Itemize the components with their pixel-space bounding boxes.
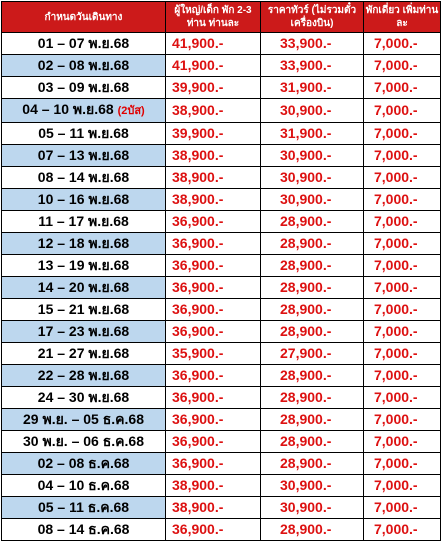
travel-date: 03 – 09 พ.ย.68 bbox=[37, 79, 130, 95]
travel-date-cell bbox=[2, 233, 166, 255]
land-price: 28,900.- bbox=[261, 277, 364, 299]
land-price: 28,900.- bbox=[261, 255, 364, 277]
single-supplement: 7,000.- bbox=[364, 277, 441, 299]
adult-price: 38,900.- bbox=[166, 145, 261, 167]
land-price: 30,900.- bbox=[261, 475, 364, 497]
travel-date-cell bbox=[2, 55, 166, 77]
land-price: 28,900.- bbox=[261, 233, 364, 255]
single-supplement: 7,000.- bbox=[364, 55, 441, 77]
table-row bbox=[2, 211, 441, 233]
travel-date-cell bbox=[2, 33, 166, 55]
table-row bbox=[2, 365, 441, 387]
adult-price: 36,900.- bbox=[166, 211, 261, 233]
travel-date-cell bbox=[2, 167, 166, 189]
travel-date: 05 – 11 พ.ย.68 bbox=[38, 125, 129, 141]
adult-price: 39,900.- bbox=[166, 77, 261, 99]
bus-note: (2บัส) bbox=[117, 105, 145, 117]
travel-date-cell bbox=[2, 409, 166, 431]
adult-price: 36,900.- bbox=[166, 431, 261, 453]
travel-date-cell bbox=[2, 321, 166, 343]
adult-price: 38,900.- bbox=[166, 167, 261, 189]
single-supplement: 7,000.- bbox=[364, 255, 441, 277]
table-row bbox=[2, 123, 441, 145]
travel-date-cell bbox=[2, 255, 166, 277]
table-row bbox=[2, 189, 441, 211]
land-price: 28,900.- bbox=[261, 321, 364, 343]
single-supplement: 7,000.- bbox=[364, 233, 441, 255]
header-row bbox=[2, 2, 441, 33]
travel-date-cell bbox=[2, 99, 166, 123]
price-rows bbox=[2, 33, 441, 541]
travel-date-cell bbox=[2, 431, 166, 453]
table-row bbox=[2, 167, 441, 189]
travel-date: 13 – 19 พ.ย.68 bbox=[37, 257, 130, 273]
single-supplement: 7,000.- bbox=[364, 189, 441, 211]
single-supplement: 7,000.- bbox=[364, 343, 441, 365]
table-row bbox=[2, 475, 441, 497]
travel-date-cell bbox=[2, 189, 166, 211]
adult-price: 36,900.- bbox=[166, 233, 261, 255]
travel-date: 24 – 30 พ.ย.68 bbox=[37, 389, 130, 405]
travel-date-cell bbox=[2, 211, 166, 233]
land-price: 31,900.- bbox=[261, 77, 364, 99]
header-single-supplement: พักเดี่ยว เพิ่มท่านละ bbox=[364, 2, 441, 33]
single-supplement: 7,000.- bbox=[364, 453, 441, 475]
travel-date: 02 – 08 ธ.ค.68 bbox=[37, 455, 130, 471]
travel-date-cell bbox=[2, 453, 166, 475]
single-supplement: 7,000.- bbox=[364, 77, 441, 99]
header-adult-price: ผู้ใหญ่/เด็ก พัก 2-3 ท่าน ท่านละ bbox=[166, 2, 261, 33]
travel-date: 11 – 17 พ.ย.68 bbox=[38, 213, 129, 229]
travel-date-cell bbox=[2, 299, 166, 321]
travel-date: 10 – 16 พ.ย.68 bbox=[37, 191, 130, 207]
single-supplement: 7,000.- bbox=[364, 145, 441, 167]
adult-price: 36,900.- bbox=[166, 365, 261, 387]
single-supplement: 7,000.- bbox=[364, 431, 441, 453]
price-table bbox=[1, 1, 441, 541]
table-row bbox=[2, 321, 441, 343]
single-supplement: 7,000.- bbox=[364, 99, 441, 123]
travel-date-cell bbox=[2, 365, 166, 387]
travel-date: 30 พ.ย. – 06 ธ.ค.68 bbox=[23, 433, 144, 449]
travel-date: 29 พ.ย. – 05 ธ.ค.68 bbox=[23, 411, 144, 427]
travel-date: 04 – 10 ธ.ค.68 bbox=[37, 477, 130, 493]
travel-date-cell bbox=[2, 343, 166, 365]
travel-date: 05 – 11 ธ.ค.68 bbox=[37, 499, 130, 515]
adult-price: 36,900.- bbox=[166, 277, 261, 299]
travel-date: 17 – 23 พ.ย.68 bbox=[37, 323, 130, 339]
table-row bbox=[2, 145, 441, 167]
travel-date-cell bbox=[2, 77, 166, 99]
land-price: 30,900.- bbox=[261, 99, 364, 123]
land-price: 28,900.- bbox=[261, 387, 364, 409]
single-supplement: 7,000.- bbox=[364, 387, 441, 409]
table-row bbox=[2, 497, 441, 519]
adult-price: 39,900.- bbox=[166, 123, 261, 145]
travel-date-cell bbox=[2, 519, 166, 541]
travel-date-cell bbox=[2, 145, 166, 167]
land-price: 28,900.- bbox=[261, 211, 364, 233]
table-row bbox=[2, 453, 441, 475]
land-price: 28,900.- bbox=[261, 453, 364, 475]
land-price: 33,900.- bbox=[261, 33, 364, 55]
adult-price: 36,900.- bbox=[166, 255, 261, 277]
table-row bbox=[2, 255, 441, 277]
land-price: 27,900.- bbox=[261, 343, 364, 365]
adult-price: 38,900.- bbox=[166, 497, 261, 519]
land-price: 30,900.- bbox=[261, 167, 364, 189]
travel-date: 15 – 21 พ.ย.68 bbox=[37, 301, 130, 317]
travel-date-cell bbox=[2, 497, 166, 519]
single-supplement: 7,000.- bbox=[364, 211, 441, 233]
table-row bbox=[2, 387, 441, 409]
land-price: 28,900.- bbox=[261, 365, 364, 387]
header-travel-date: กำหนดวันเดินทาง bbox=[2, 2, 166, 33]
adult-price: 36,900.- bbox=[166, 321, 261, 343]
travel-date: 04 – 10 พ.ย.68 bbox=[22, 101, 114, 117]
table-row bbox=[2, 519, 441, 541]
table-row bbox=[2, 409, 441, 431]
table-row bbox=[2, 55, 441, 77]
single-supplement: 7,000.- bbox=[364, 365, 441, 387]
adult-price: 36,900.- bbox=[166, 299, 261, 321]
travel-date-cell bbox=[2, 123, 166, 145]
land-price: 28,900.- bbox=[261, 409, 364, 431]
adult-price: 38,900.- bbox=[166, 189, 261, 211]
single-supplement: 7,000.- bbox=[364, 33, 441, 55]
adult-price: 36,900.- bbox=[166, 519, 261, 541]
land-price: 30,900.- bbox=[261, 189, 364, 211]
travel-date: 21 – 27 พ.ย.68 bbox=[37, 345, 130, 361]
single-supplement: 7,000.- bbox=[364, 475, 441, 497]
travel-date: 08 – 14 พ.ย.68 bbox=[37, 169, 130, 185]
single-supplement: 7,000.- bbox=[364, 123, 441, 145]
adult-price: 36,900.- bbox=[166, 387, 261, 409]
single-supplement: 7,000.- bbox=[364, 497, 441, 519]
table-row bbox=[2, 77, 441, 99]
adult-price: 38,900.- bbox=[166, 99, 261, 123]
header-land-price: ราคาทัวร์ (ไม่รวมตั๋วเครื่องบิน) bbox=[261, 2, 364, 33]
single-supplement: 7,000.- bbox=[364, 519, 441, 541]
table-row bbox=[2, 343, 441, 365]
single-supplement: 7,000.- bbox=[364, 321, 441, 343]
travel-date-cell bbox=[2, 387, 166, 409]
adult-price: 35,900.- bbox=[166, 343, 261, 365]
adult-price: 36,900.- bbox=[166, 453, 261, 475]
table-row bbox=[2, 99, 441, 123]
travel-date: 01 – 07 พ.ย.68 bbox=[37, 35, 130, 51]
single-supplement: 7,000.- bbox=[364, 409, 441, 431]
land-price: 28,900.- bbox=[261, 519, 364, 541]
travel-date-cell bbox=[2, 277, 166, 299]
land-price: 28,900.- bbox=[261, 299, 364, 321]
table-row bbox=[2, 299, 441, 321]
travel-date: 07 – 13 พ.ย.68 bbox=[37, 147, 130, 163]
travel-date: 22 – 28 พ.ย.68 bbox=[37, 367, 130, 383]
table-row bbox=[2, 33, 441, 55]
land-price: 33,900.- bbox=[261, 55, 364, 77]
table-row bbox=[2, 233, 441, 255]
single-supplement: 7,000.- bbox=[364, 299, 441, 321]
adult-price: 41,900.- bbox=[166, 33, 261, 55]
travel-date-cell bbox=[2, 475, 166, 497]
travel-date: 12 – 18 พ.ย.68 bbox=[37, 235, 130, 251]
land-price: 30,900.- bbox=[261, 145, 364, 167]
travel-date: 08 – 14 ธ.ค.68 bbox=[37, 521, 130, 537]
table-row bbox=[2, 277, 441, 299]
land-price: 31,900.- bbox=[261, 123, 364, 145]
table-row bbox=[2, 431, 441, 453]
land-price: 30,900.- bbox=[261, 497, 364, 519]
travel-date: 02 – 08 พ.ย.68 bbox=[37, 57, 130, 73]
travel-date: 14 – 20 พ.ย.68 bbox=[37, 279, 130, 295]
single-supplement: 7,000.- bbox=[364, 167, 441, 189]
land-price: 28,900.- bbox=[261, 431, 364, 453]
adult-price: 36,900.- bbox=[166, 409, 261, 431]
adult-price: 41,900.- bbox=[166, 55, 261, 77]
adult-price: 38,900.- bbox=[166, 475, 261, 497]
